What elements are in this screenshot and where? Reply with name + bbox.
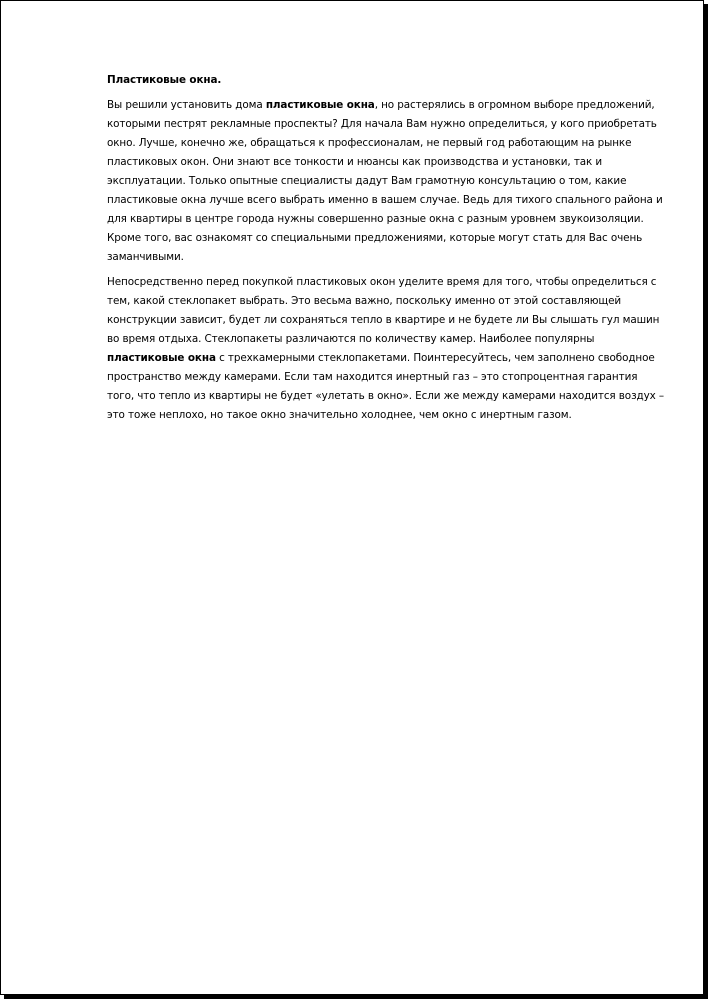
- paragraph-1-run-2-bold: пластиковые окна: [265, 99, 375, 111]
- document-body: [107, 71, 665, 431]
- paragraph-1-run-3: , но растерялись в огромном выборе предложений, которыми пестрят рекламные проспекты? Для начала Вам нужно определиться, у кого приобретать окно. Лучше, конечно же, обращаться к профессионалам, не первый год работающим на рынке пластиковых окон. Они знают все тонкости и нюансы как производства и установки, так и эксплуатации. Только опытные специалисты дадут Вам грамотную консультацию о том, какие пластиковые окна лучше всего выбрать именно в вашем случае. Ведь для тихого спального района и для квартиры в центре города нужны совершенно разные окна с разным уровнем звукоизоляции. Кроме того, вас ознакомят со специальными предложениями, которые могут стать для Вас очень заманчивыми.: [107, 99, 663, 263]
- paragraph-2-run-2-bold: пластиковые окна: [107, 352, 216, 364]
- paragraph-2-run-1: Непосредственно перед покупкой пластиковых окон уделите время для того, чтобы определиться с тем, какой стеклопакет выбрать. Это весьма важно, поскольку именно от этой составляющей конструкции зависит, будет ли сохраняться тепло в квартире и не будете ли Вы слышать гул машин во время отдыха. Стеклопакеты различаются по количеству камер. Наиболее популярны: [107, 276, 660, 345]
- paragraph-1-run-1: Вы решили установить дома: [107, 99, 266, 111]
- document-title: Пластиковые окна.: [107, 74, 222, 86]
- paragraph-2-run-3: с трехкамерными стеклопакетами. Поинтересуйтесь, чем заполнено свободное пространство между камерами. Если там находится инертный газ – это стопроцентная гарантия того, что тепло из квартиры не будет «улетать в окно». Если же между камерами находится воздух – это тоже неплохо, но такое окно значительно холоднее, чем окно с инертным газом.: [107, 352, 664, 421]
- paragraph-2: [107, 273, 665, 425]
- paragraph-1: [107, 96, 665, 267]
